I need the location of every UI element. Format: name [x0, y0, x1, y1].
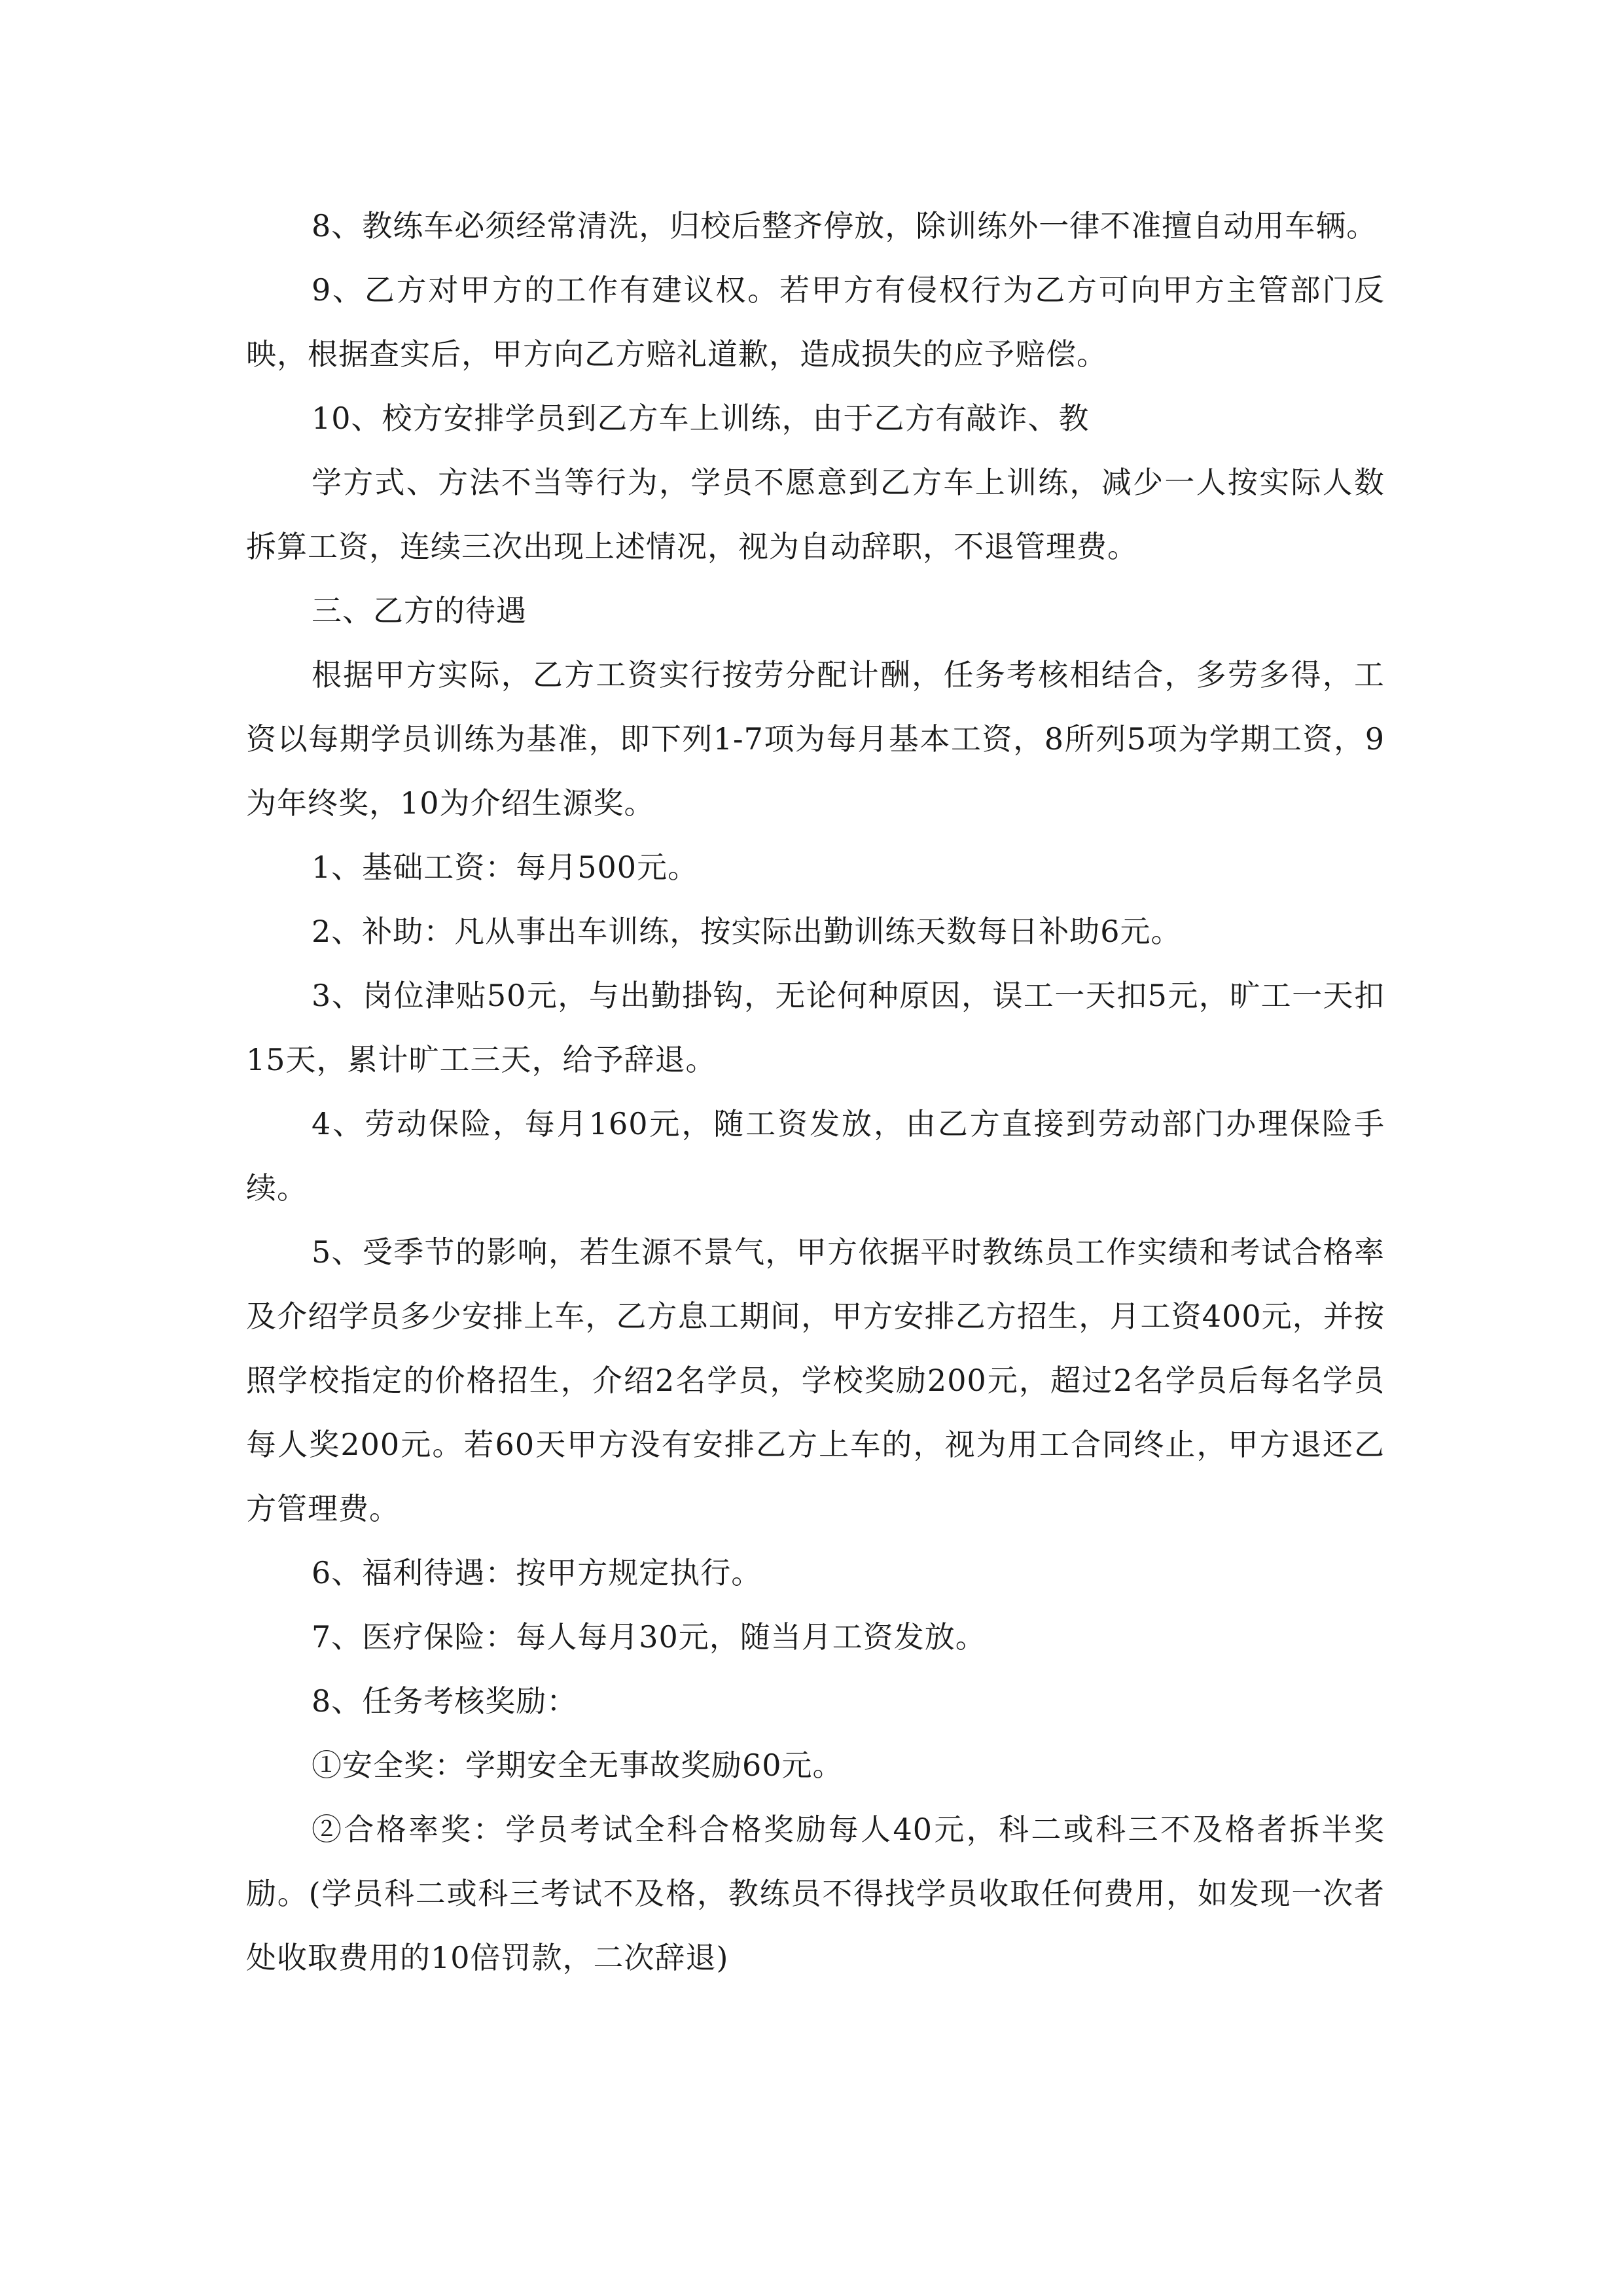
section-heading-treatment: 三、乙方的待遇: [312, 593, 527, 628]
paragraph-labor-insurance: 4、劳动保险，每月160元，随工资发放，由乙方直接到劳动部门办理保险手续。: [246, 1106, 1385, 1206]
paragraph-basic-salary: 1、基础工资：每月500元。: [312, 850, 699, 885]
paragraph-medical-insurance: 7、医疗保险：每人每月30元，随当月工资发放。: [312, 1619, 986, 1655]
paragraph-salary-principle: 根据甲方实际，乙方工资实行按劳分配计酬，任务考核相结合，多劳多得，工资以每期学员训练为基准，即下列1-7项为每月基本工资，8所列5项为学期工资，9为年终奖，10为介绍生源奖。: [246, 657, 1385, 821]
paragraph-seasonal-impact: 5、受季节的影响，若生源不景气，甲方依据平时教练员工作实绩和考试合格率及介绍学员多少安排上车，乙方息工期间，甲方安排乙方招生，月工资400元，并按照学校指定的价格招生，介绍2名学员，学校奖励200元，超过2名学员后每名学员每人奖200元。若60天甲方没有安排乙方上车的，视为用工合同终止，甲方退还乙方管理费。: [246, 1234, 1385, 1526]
paragraph-safety-award: ①安全奖：学期安全无事故奖励60元。: [312, 1748, 844, 1783]
paragraph-task-assessment: 8、任务考核奖励：: [312, 1683, 578, 1719]
paragraph-item-8-vehicle-care: 8、教练车必须经常清洗，归校后整齐停放，除训练外一律不准擅自动用车辆。: [312, 208, 1378, 243]
paragraph-item-10-continuation: 学方式、方法不当等行为，学员不愿意到乙方车上训练，减少一人按实际人数拆算工资，连续三次出现上述情况，视为自动辞职，不退管理费。: [246, 465, 1385, 564]
paragraph-pass-rate-award: ②合格率奖：学员考试全科合格奖励每人40元，科二或科三不及格者拆半奖励。(学员科二或科三考试不及格，教练员不得找学员收取任何费用，如发现一次者处收取费用的10倍罚款，二次辞退): [246, 1812, 1385, 1975]
paragraph-item-9-suggestion-right: 9、乙方对甲方的工作有建议权。若甲方有侵权行为乙方可向甲方主管部门反映，根据查实后，甲方向乙方赔礼道歉，造成损失的应予赔偿。: [246, 272, 1385, 372]
paragraph-item-10-training-assignment: 10、校方安排学员到乙方车上训练，由于乙方有敲诈、教: [312, 401, 1090, 436]
document-body: [246, 194, 1385, 1990]
paragraph-welfare: 6、福利待遇：按甲方规定执行。: [312, 1555, 762, 1590]
paragraph-allowance: 2、补助：凡从事出车训练，按实际出勤训练天数每日补助6元。: [312, 914, 1182, 949]
paragraph-post-allowance: 3、岗位津贴50元，与出勤掛钩，无论何种原因，误工一天扣5元，旷工一天扣15天，累计旷工三天，给予辞退。: [246, 978, 1385, 1077]
